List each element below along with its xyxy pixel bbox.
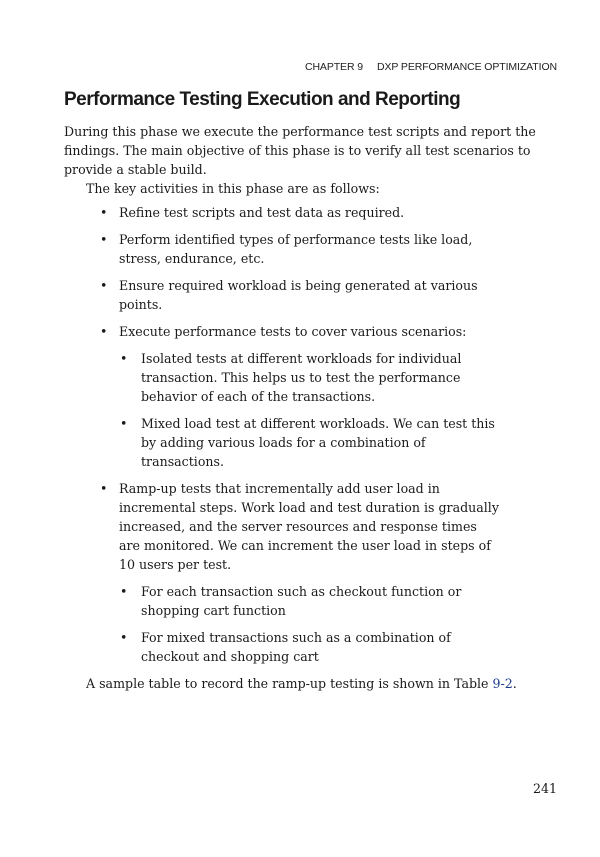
bullet-icon: •	[120, 630, 128, 645]
running-header	[305, 61, 557, 73]
activity-list	[64, 203, 556, 666]
closing-text: A sample table to record the ramp-up testing is shown in Table	[86, 676, 493, 691]
sub-activity-item	[120, 349, 511, 406]
sub-activity-text: For each transaction such as checkout function or shopping cart function	[141, 584, 462, 618]
bullet-icon: •	[120, 584, 128, 599]
activity-item	[100, 322, 501, 471]
activity-text: Perform identified types of performance tests like load, stress, endurance, etc.	[119, 232, 473, 266]
activity-item	[100, 479, 501, 666]
lead-paragraph: The key activities in this phase are as follows:	[86, 181, 380, 196]
intro-paragraph: During this phase we execute the performance test scripts and report the findings. The main objective of this phase is to verify all test scenarios to provide a stable build.	[64, 124, 536, 177]
closing-paragraph	[64, 674, 556, 693]
bullet-icon: •	[100, 278, 108, 293]
bullet-icon: •	[100, 481, 108, 496]
activity-item	[100, 203, 501, 222]
bullet-icon: •	[100, 205, 108, 220]
activity-text: Ramp-up tests that incrementally add user load in incremental steps. Work load and test duration is gradually increased, and the server resources and response times are monitored. We can increment the user load in steps of 10 users per test.	[119, 481, 499, 572]
activity-text: Ensure required workload is being generated at various points.	[119, 278, 478, 312]
chapter-label: CHAPTER 9	[304, 61, 363, 73]
closing-punctuation: .	[512, 676, 517, 691]
activity-text: Refine test scripts and test data as required.	[119, 205, 405, 220]
body-text	[64, 122, 556, 693]
chapter-title: DXP PERFORMANCE OPTIMIZATION	[377, 61, 557, 73]
sub-activity-item	[120, 414, 511, 471]
table-reference-link[interactable]: 9-2	[492, 676, 513, 691]
sub-activity-item	[120, 582, 511, 620]
bullet-icon: •	[120, 351, 128, 366]
sub-activity-text: For mixed transactions such as a combination of checkout and shopping cart	[141, 630, 451, 664]
sub-activity-text: Mixed load test at different workloads. We can test this by adding various loads for a combination of transactions.	[141, 416, 495, 469]
bullet-icon: •	[100, 324, 108, 339]
activity-item	[100, 276, 501, 314]
sub-activity-text: Isolated tests at different workloads for individual transaction. This helps us to test the performance behavior of each of the transactions.	[141, 351, 462, 404]
scenario-sublist	[119, 349, 501, 471]
ramp-up-sublist	[119, 582, 501, 666]
section-title: Performance Testing Execution and Reporting	[64, 89, 461, 110]
activity-text: Execute performance tests to cover various scenarios:	[119, 324, 467, 339]
sub-activity-item	[120, 628, 511, 666]
bullet-icon: •	[100, 232, 108, 247]
activity-item	[100, 230, 501, 268]
bullet-icon: •	[120, 416, 128, 431]
page-number: 241	[532, 781, 557, 796]
